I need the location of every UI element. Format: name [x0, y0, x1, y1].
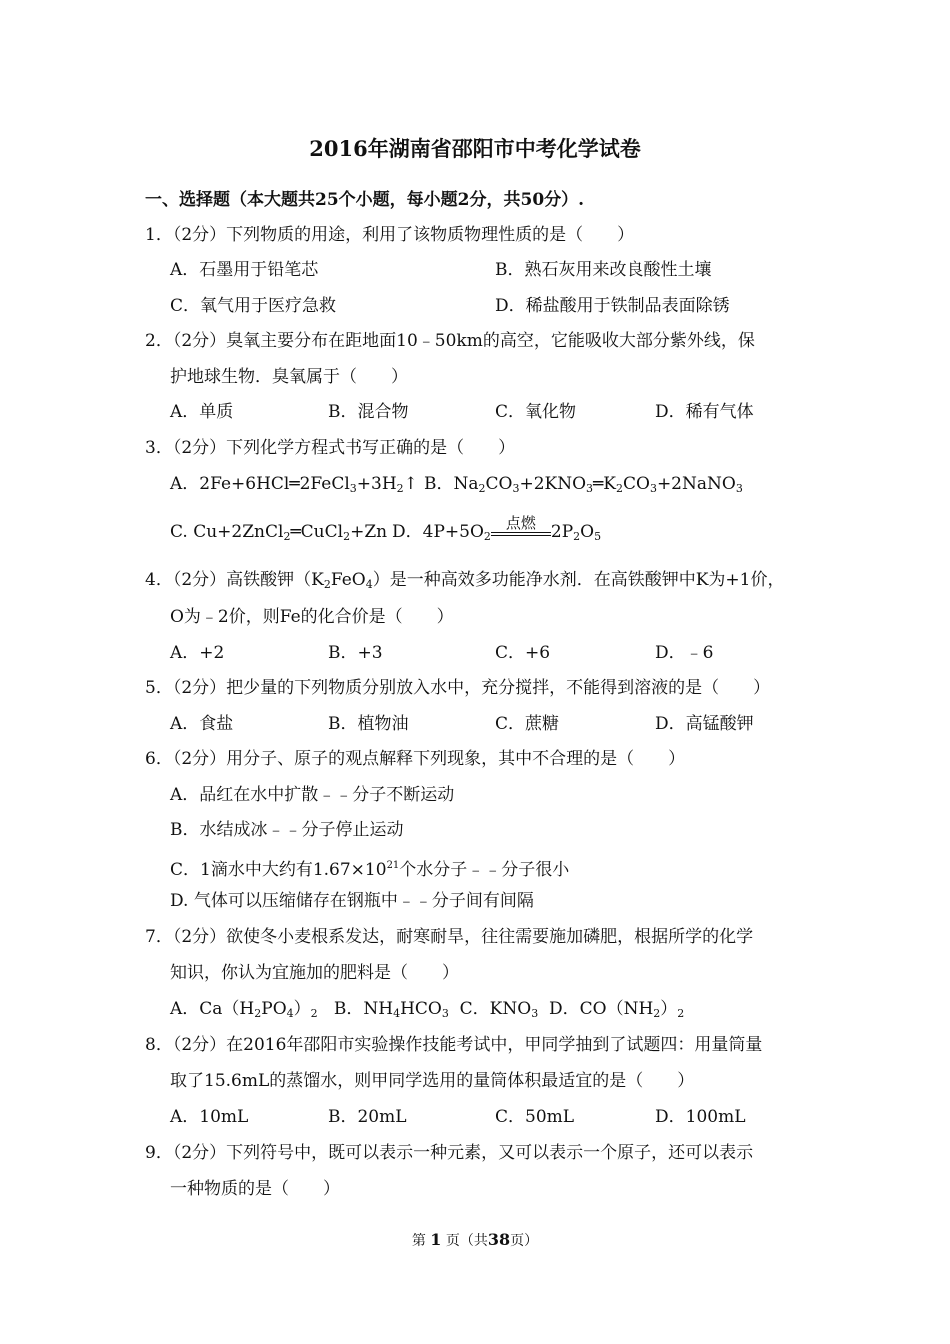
formula-text: B．NH	[333, 999, 394, 1019]
subscript: 2	[254, 1007, 262, 1020]
formula-text: +Zn	[350, 522, 388, 542]
formula-text: +2KNO	[519, 474, 587, 494]
question-8-stem-line-2: 取了15.6mL的蒸馏水，则甲同学选用的量筒体积最适宜的是（ ）	[170, 1071, 695, 1091]
question-2-option-d: D．稀有气体	[655, 402, 754, 422]
total-pages: 38	[487, 1230, 511, 1249]
question-1-stem: 1．（2分）下列物质的用途，利用了该物质物理性质的是（ ）	[145, 225, 635, 245]
question-1-option-d: D．稀盐酸用于铁制品表面除锈	[495, 296, 730, 316]
formula-text: C. Cu+2ZnCl	[170, 522, 284, 542]
question-8-stem-line-1: 8．（2分）在2016年邵阳市实验操作技能考试中，甲同学抽到了试题四：用量筒量	[145, 1035, 763, 1055]
formula-text: ═CuCl	[290, 522, 344, 542]
subscript: 2	[615, 482, 623, 495]
question-5-option-c: C．蔗糖	[495, 714, 560, 734]
subscript: 2	[323, 578, 331, 591]
subscript: 3	[512, 482, 520, 495]
formula-text: +2NaNO	[656, 474, 736, 494]
question-4-option-a: A．+2	[170, 643, 225, 663]
stem-text: ）是一种高效多功能净水剂．在高铁酸钾中K为+1价，	[372, 570, 785, 590]
question-6-option-a: A．品红在水中扩散﹣﹣分子不断运动	[170, 785, 455, 805]
question-9-stem-line-1: 9．（2分）下列符号中，既可以表示一种元素，又可以表示一个原子，还可以表示	[145, 1143, 754, 1163]
question-5-stem: 5．（2分）把少量的下列物质分别放入水中，充分搅拌，不能得到溶液的是（ ）	[145, 678, 771, 698]
formula-text: ═K	[593, 474, 616, 494]
question-3-stem: 3．（2分）下列化学方程式书写正确的是（ ）	[145, 438, 516, 458]
question-2-option-c: C．氧化物	[495, 402, 577, 422]
question-2-stem-line-2: 护地球生物．臭氧属于（ ）	[170, 367, 408, 387]
question-4-option-c: C．+6	[495, 643, 551, 663]
question-2-option-b: B．混合物	[328, 402, 409, 422]
question-3-option-a	[170, 472, 418, 501]
subscript: 2	[283, 530, 291, 543]
formula-text: ↑	[403, 474, 418, 494]
question-4-stem-line-2: O为﹣2价，则Fe的化合价是（ ）	[170, 607, 454, 627]
formula-text: 2P	[550, 522, 574, 542]
subscript: 4	[286, 1007, 294, 1020]
subscript: 3	[441, 1007, 449, 1020]
question-5-option-d: D．高锰酸钾	[655, 714, 754, 734]
formula-text: CO	[622, 474, 650, 494]
question-8-option-a: A．10mL	[170, 1107, 249, 1127]
question-7-option-b	[334, 999, 449, 1019]
footer-text: 第	[411, 1233, 426, 1249]
formula-text: ）	[293, 999, 311, 1019]
option-text: C．1滴水中大约有1.67×10	[170, 860, 387, 880]
question-8-option-d: D．100mL	[655, 1107, 746, 1127]
question-1-option-a: A．石墨用于铅笔芯	[170, 260, 319, 280]
question-5-option-a: A．食盐	[170, 714, 234, 734]
footer-text: 页（共	[445, 1233, 488, 1249]
footer-text: 页）	[510, 1233, 539, 1249]
page-title: 2016年湖南省邵阳市中考化学试卷	[309, 136, 641, 161]
question-8-option-b: B．20mL	[328, 1107, 407, 1127]
subscript: 3	[649, 482, 657, 495]
subscript: 5	[594, 530, 602, 543]
question-2-option-a: A．单质	[170, 402, 234, 422]
page-number: 1	[430, 1230, 442, 1249]
condition-label: 点燃	[505, 514, 536, 532]
question-6-stem: 6．（2分）用分子、原子的观点解释下列现象，其中不合理的是（ ）	[145, 749, 686, 769]
subscript: 3	[586, 482, 594, 495]
question-4-option-b: B．+3	[328, 643, 383, 663]
question-7-option-a	[170, 999, 318, 1019]
formula-text: D．CO（NH	[549, 999, 654, 1019]
formula-text: O	[580, 522, 595, 542]
question-6-option-c	[170, 854, 569, 882]
question-7-stem-line-2: 知识，你认为宜施加的肥料是（ ）	[170, 963, 459, 983]
subscript: 2	[483, 530, 491, 543]
stem-text: FeO	[330, 570, 366, 590]
subscript: 2	[396, 482, 404, 495]
page-footer	[0, 1230, 950, 1250]
question-6-option-b: B．水结成冰﹣﹣分子停止运动	[170, 820, 404, 840]
formula-text: A．Ca（H	[170, 999, 255, 1019]
question-9-stem-line-2: 一种物质的是（ ）	[170, 1179, 340, 1199]
question-1-option-b: B．熟石灰用来改良酸性土壤	[495, 260, 712, 280]
section-heading: 一、选择题（本大题共25个小题，每小题2分，共50分）.	[145, 190, 585, 210]
subscript: 2	[573, 530, 581, 543]
option-text: 个水分子﹣﹣分子很小	[399, 860, 570, 880]
subscript: 2	[677, 1007, 685, 1020]
question-7-options	[170, 997, 684, 1026]
question-8-option-c: C．50mL	[495, 1107, 575, 1127]
superscript: 21	[386, 860, 400, 871]
subscript: 3	[735, 482, 743, 495]
question-7-stem-line-1: 7．（2分）欲使冬小麦根系发达，耐寒耐旱，往往需要施加磷肥，根据所学的化学	[145, 927, 754, 947]
subscript: 4	[365, 578, 373, 591]
formula-text: A．2Fe+6HCl═2FeCl	[170, 474, 350, 494]
question-7-option-d	[549, 999, 684, 1019]
question-2-stem-line-1: 2．（2分）臭氧主要分布在距地面10﹣50km的高空，它能吸收大部分紫外线，保	[145, 331, 755, 351]
formula-text: C．KNO	[459, 999, 532, 1019]
reaction-condition	[491, 514, 551, 536]
formula-text: PO	[261, 999, 287, 1019]
subscript: 2	[653, 1007, 661, 1020]
question-4-option-d: D．﹣6	[655, 643, 714, 663]
subscript: 3	[349, 482, 357, 495]
double-equals-sign	[491, 532, 551, 536]
question-1-option-c: C．氧气用于医疗急救	[170, 296, 337, 316]
subscript: 2	[478, 482, 486, 495]
subscript: 2	[310, 1007, 318, 1020]
formula-text: +3H	[356, 474, 397, 494]
subscript: 4	[393, 1007, 401, 1020]
question-6-option-d: D. 气体可以压缩储存在钢瓶中﹣﹣分子间有间隔	[170, 891, 534, 911]
stem-text: 4．（2分）高铁酸钾（K	[145, 570, 324, 590]
formula-text: CO	[485, 474, 513, 494]
subscript: 2	[343, 530, 351, 543]
question-3-option-b	[424, 472, 743, 501]
formula-text: B．Na	[424, 474, 479, 494]
question-5-option-b: B．植物油	[328, 714, 409, 734]
subscript: 3	[531, 1007, 539, 1020]
question-3-option-d	[392, 514, 602, 549]
formula-text: HCO	[400, 999, 442, 1019]
question-3-option-c	[170, 520, 387, 549]
formula-text: D．4P+5O	[392, 522, 484, 542]
formula-text: ）	[660, 999, 678, 1019]
question-7-option-c	[460, 999, 539, 1019]
question-4-stem-line-1	[145, 568, 784, 597]
